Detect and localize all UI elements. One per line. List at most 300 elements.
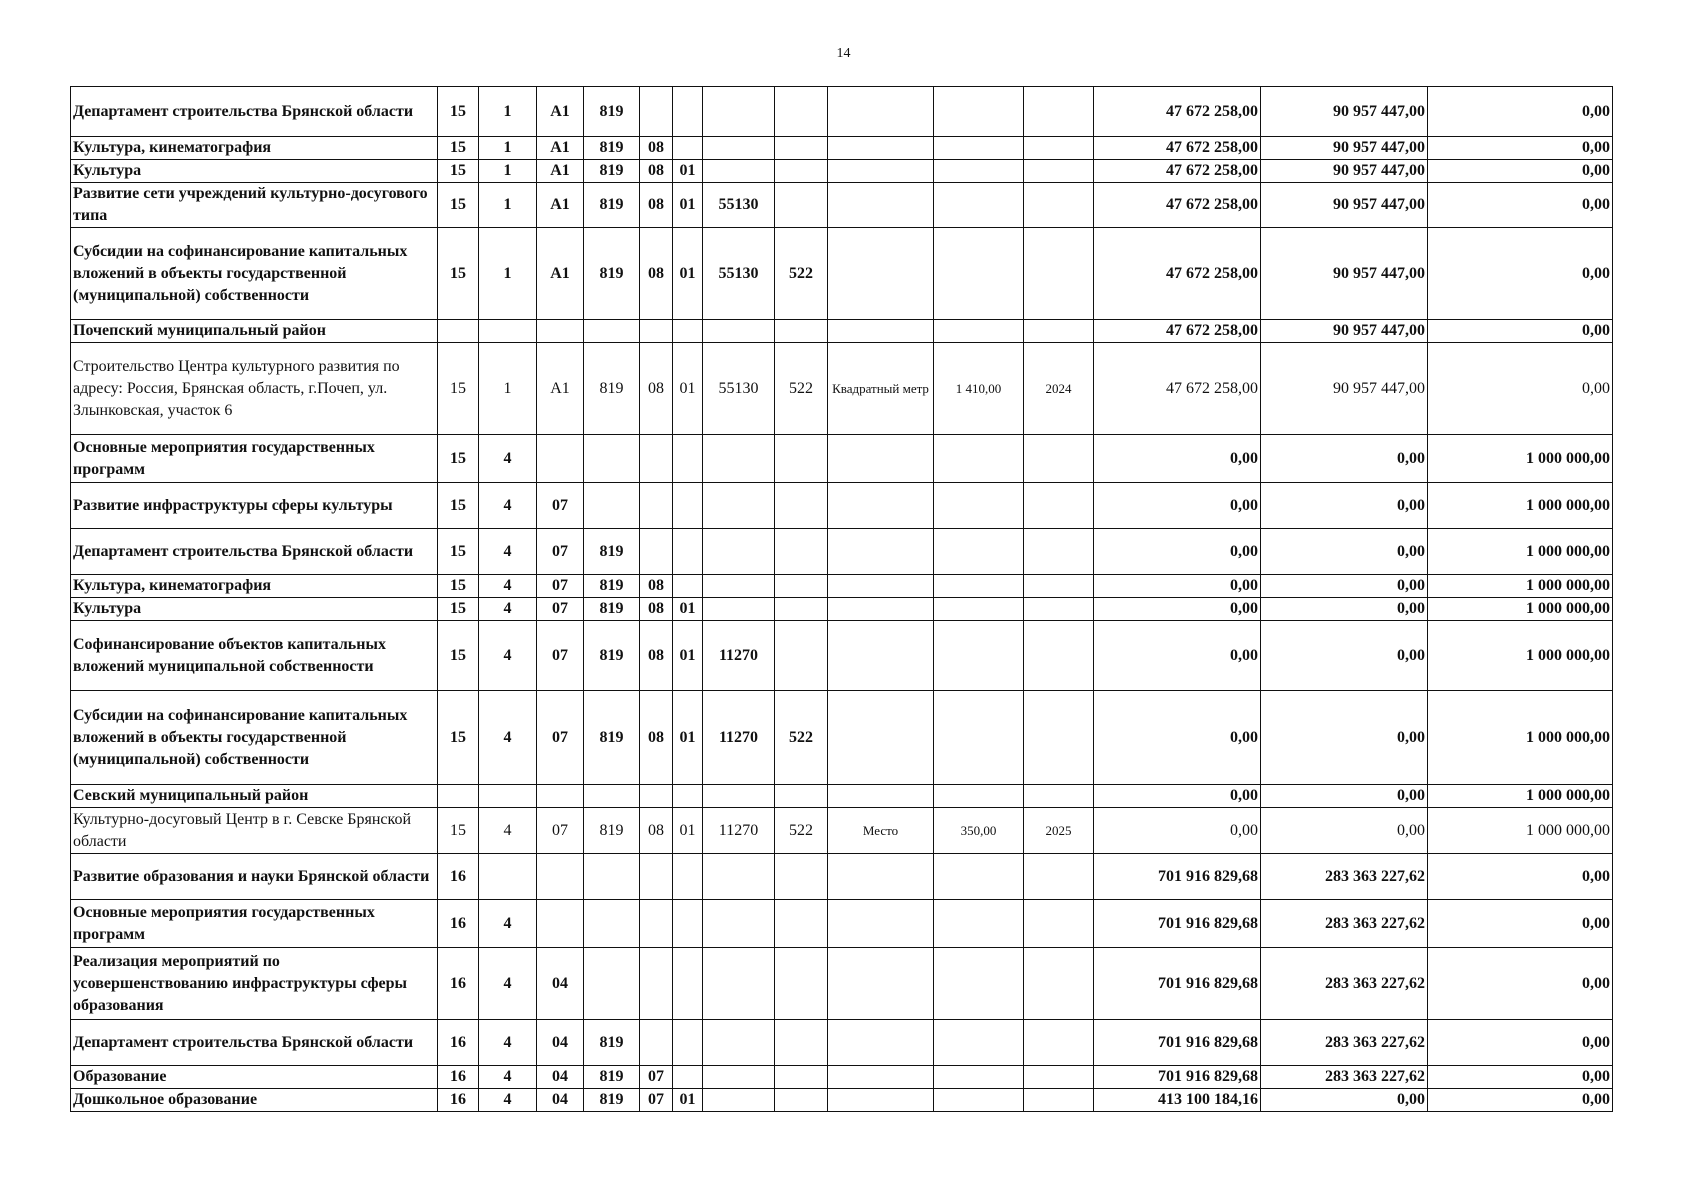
amount-3: 0,00 <box>1428 1066 1613 1089</box>
program-code: 15 <box>438 483 479 529</box>
target-code <box>703 320 775 343</box>
amount-3: 1 000 000,00 <box>1428 785 1613 808</box>
capacity-value <box>934 598 1024 621</box>
subprogram-code: 4 <box>479 435 537 483</box>
table-row <box>71 483 1613 529</box>
row-name: Департамент строительства Брянской области <box>71 529 438 575</box>
section-code: 08 <box>640 575 673 598</box>
admin-code: 819 <box>584 598 640 621</box>
commission-year <box>1024 785 1094 808</box>
amount-1: 0,00 <box>1094 808 1261 854</box>
capacity-value <box>934 183 1024 228</box>
target-code <box>703 854 775 900</box>
admin-code: 819 <box>584 87 640 137</box>
target-code: 55130 <box>703 183 775 228</box>
amount-2: 283 363 227,62 <box>1261 1066 1428 1089</box>
event-code: А1 <box>537 137 584 160</box>
admin-code <box>584 900 640 948</box>
event-code: А1 <box>537 228 584 320</box>
subsection-code <box>673 854 703 900</box>
row-name: Культурно-досуговый Центр в г. Севске Брянской области <box>71 808 438 854</box>
capacity-value <box>934 529 1024 575</box>
capacity-unit <box>828 691 934 785</box>
target-code <box>703 785 775 808</box>
admin-code: 819 <box>584 808 640 854</box>
target-code <box>703 137 775 160</box>
capacity-value <box>934 435 1024 483</box>
capacity-unit <box>828 1089 934 1112</box>
capacity-value <box>934 1089 1024 1112</box>
target-code <box>703 900 775 948</box>
target-code <box>703 598 775 621</box>
subsection-code <box>673 435 703 483</box>
program-code: 15 <box>438 691 479 785</box>
amount-2: 0,00 <box>1261 691 1428 785</box>
target-code <box>703 87 775 137</box>
event-code <box>537 854 584 900</box>
capacity-unit <box>828 785 934 808</box>
amount-1: 0,00 <box>1094 483 1261 529</box>
commission-year <box>1024 621 1094 691</box>
amount-3: 0,00 <box>1428 228 1613 320</box>
commission-year <box>1024 1089 1094 1112</box>
capacity-unit <box>828 1066 934 1089</box>
subsection-code: 01 <box>673 183 703 228</box>
expense-type-code <box>775 320 828 343</box>
table-row <box>71 900 1613 948</box>
capacity-unit: Место <box>828 808 934 854</box>
amount-2: 90 957 447,00 <box>1261 320 1428 343</box>
amount-3: 0,00 <box>1428 87 1613 137</box>
subsection-code: 01 <box>673 343 703 435</box>
admin-code: 819 <box>584 691 640 785</box>
subprogram-code: 4 <box>479 1020 537 1066</box>
event-code <box>537 320 584 343</box>
expense-type-code <box>775 948 828 1020</box>
amount-1: 0,00 <box>1094 785 1261 808</box>
event-code: 04 <box>537 1020 584 1066</box>
expense-type-code: 522 <box>775 691 828 785</box>
capacity-value <box>934 483 1024 529</box>
capacity-value <box>934 621 1024 691</box>
row-name: Основные мероприятия государственных программ <box>71 900 438 948</box>
admin-code <box>584 785 640 808</box>
event-code: 04 <box>537 1089 584 1112</box>
budget-table <box>70 86 1613 1112</box>
section-code <box>640 87 673 137</box>
capacity-unit <box>828 183 934 228</box>
event-code: 07 <box>537 691 584 785</box>
amount-1: 701 916 829,68 <box>1094 948 1261 1020</box>
amount-2: 90 957 447,00 <box>1261 160 1428 183</box>
target-code <box>703 1066 775 1089</box>
row-name: Субсидии на софинансирование капитальных вложений в объекты государственной (муниципальной) собственности <box>71 691 438 785</box>
section-code: 08 <box>640 183 673 228</box>
event-code: 07 <box>537 483 584 529</box>
row-name: Культура <box>71 160 438 183</box>
subprogram-code: 4 <box>479 1089 537 1112</box>
table-row <box>71 854 1613 900</box>
row-name: Культура, кинематография <box>71 137 438 160</box>
event-code: 07 <box>537 529 584 575</box>
row-name: Образование <box>71 1066 438 1089</box>
event-code: А1 <box>537 160 584 183</box>
capacity-value <box>934 137 1024 160</box>
subsection-code <box>673 900 703 948</box>
subsection-code <box>673 575 703 598</box>
capacity-value <box>934 1066 1024 1089</box>
table-row <box>71 160 1613 183</box>
capacity-unit <box>828 435 934 483</box>
program-code: 16 <box>438 1066 479 1089</box>
section-code <box>640 785 673 808</box>
event-code: 07 <box>537 621 584 691</box>
program-code <box>438 320 479 343</box>
subprogram-code: 1 <box>479 343 537 435</box>
table-row <box>71 1020 1613 1066</box>
row-name: Севский муниципальный район <box>71 785 438 808</box>
amount-1: 0,00 <box>1094 575 1261 598</box>
subsection-code <box>673 320 703 343</box>
event-code: А1 <box>537 183 584 228</box>
commission-year <box>1024 948 1094 1020</box>
expense-type-code <box>775 137 828 160</box>
commission-year <box>1024 1066 1094 1089</box>
row-name: Развитие инфраструктуры сферы культуры <box>71 483 438 529</box>
subprogram-code: 4 <box>479 598 537 621</box>
capacity-unit <box>828 900 934 948</box>
row-name: Культура <box>71 598 438 621</box>
capacity-unit <box>828 948 934 1020</box>
commission-year <box>1024 435 1094 483</box>
target-code <box>703 160 775 183</box>
subsection-code: 01 <box>673 621 703 691</box>
commission-year <box>1024 137 1094 160</box>
commission-year: 2024 <box>1024 343 1094 435</box>
amount-2: 0,00 <box>1261 808 1428 854</box>
program-code <box>438 785 479 808</box>
section-code: 08 <box>640 691 673 785</box>
row-name: Софинансирование объектов капитальных вложений муниципальной собственности <box>71 621 438 691</box>
admin-code: 819 <box>584 621 640 691</box>
capacity-value <box>934 87 1024 137</box>
capacity-value <box>934 900 1024 948</box>
admin-code: 819 <box>584 529 640 575</box>
amount-3: 0,00 <box>1428 160 1613 183</box>
event-code: 07 <box>537 575 584 598</box>
row-name: Развитие образования и науки Брянской области <box>71 854 438 900</box>
section-code <box>640 854 673 900</box>
subsection-code: 01 <box>673 808 703 854</box>
event-code: 07 <box>537 808 584 854</box>
admin-code <box>584 435 640 483</box>
subprogram-code: 4 <box>479 1066 537 1089</box>
event-code <box>537 900 584 948</box>
target-code: 11270 <box>703 621 775 691</box>
amount-1: 47 672 258,00 <box>1094 343 1261 435</box>
section-code: 08 <box>640 137 673 160</box>
table-row <box>71 1066 1613 1089</box>
amount-3: 0,00 <box>1428 854 1613 900</box>
table-row <box>71 785 1613 808</box>
amount-3: 0,00 <box>1428 948 1613 1020</box>
row-name: Субсидии на софинансирование капитальных вложений в объекты государственной (муниципальной) собственности <box>71 228 438 320</box>
amount-2: 283 363 227,62 <box>1261 854 1428 900</box>
capacity-value <box>934 854 1024 900</box>
amount-3: 1 000 000,00 <box>1428 621 1613 691</box>
capacity-unit <box>828 854 934 900</box>
subsection-code <box>673 529 703 575</box>
table-row <box>71 320 1613 343</box>
commission-year <box>1024 483 1094 529</box>
subprogram-code: 4 <box>479 691 537 785</box>
admin-code: 819 <box>584 1089 640 1112</box>
amount-3: 0,00 <box>1428 320 1613 343</box>
table-row <box>71 435 1613 483</box>
amount-3: 0,00 <box>1428 183 1613 228</box>
capacity-unit <box>828 598 934 621</box>
capacity-value <box>934 785 1024 808</box>
admin-code: 819 <box>584 228 640 320</box>
subprogram-code: 1 <box>479 183 537 228</box>
amount-3: 0,00 <box>1428 137 1613 160</box>
capacity-value: 1 410,00 <box>934 343 1024 435</box>
amount-2: 0,00 <box>1261 1089 1428 1112</box>
admin-code: 819 <box>584 575 640 598</box>
program-code: 15 <box>438 137 479 160</box>
capacity-unit <box>828 87 934 137</box>
subprogram-code: 4 <box>479 529 537 575</box>
capacity-unit: Квадратный метр <box>828 343 934 435</box>
amount-3: 0,00 <box>1428 343 1613 435</box>
amount-2: 0,00 <box>1261 575 1428 598</box>
subsection-code: 01 <box>673 598 703 621</box>
table-row <box>71 343 1613 435</box>
section-code <box>640 1020 673 1066</box>
amount-2: 90 957 447,00 <box>1261 228 1428 320</box>
amount-1: 47 672 258,00 <box>1094 228 1261 320</box>
program-code: 15 <box>438 228 479 320</box>
expense-type-code <box>775 854 828 900</box>
amount-3: 0,00 <box>1428 900 1613 948</box>
target-code <box>703 948 775 1020</box>
amount-1: 701 916 829,68 <box>1094 1020 1261 1066</box>
subprogram-code: 4 <box>479 808 537 854</box>
expense-type-code <box>775 483 828 529</box>
subsection-code: 01 <box>673 1089 703 1112</box>
amount-2: 90 957 447,00 <box>1261 137 1428 160</box>
amount-1: 47 672 258,00 <box>1094 137 1261 160</box>
event-code: А1 <box>537 87 584 137</box>
row-name: Реализация мероприятий по усовершенствованию инфраструктуры сферы образования <box>71 948 438 1020</box>
target-code <box>703 575 775 598</box>
amount-1: 47 672 258,00 <box>1094 87 1261 137</box>
amount-2: 283 363 227,62 <box>1261 948 1428 1020</box>
commission-year <box>1024 183 1094 228</box>
amount-1: 0,00 <box>1094 598 1261 621</box>
commission-year <box>1024 228 1094 320</box>
expense-type-code <box>775 1066 828 1089</box>
commission-year <box>1024 87 1094 137</box>
commission-year <box>1024 598 1094 621</box>
section-code: 08 <box>640 160 673 183</box>
amount-3: 1 000 000,00 <box>1428 529 1613 575</box>
table-row <box>71 529 1613 575</box>
subsection-code <box>673 483 703 529</box>
event-code <box>537 435 584 483</box>
section-code: 07 <box>640 1066 673 1089</box>
capacity-value <box>934 948 1024 1020</box>
table-row <box>71 228 1613 320</box>
expense-type-code: 522 <box>775 228 828 320</box>
expense-type-code <box>775 87 828 137</box>
subprogram-code: 4 <box>479 575 537 598</box>
amount-1: 0,00 <box>1094 435 1261 483</box>
amount-1: 47 672 258,00 <box>1094 183 1261 228</box>
program-code: 16 <box>438 948 479 1020</box>
section-code: 08 <box>640 343 673 435</box>
program-code: 15 <box>438 183 479 228</box>
amount-2: 0,00 <box>1261 435 1428 483</box>
table-row <box>71 183 1613 228</box>
target-code: 55130 <box>703 228 775 320</box>
expense-type-code <box>775 575 828 598</box>
amount-3: 1 000 000,00 <box>1428 435 1613 483</box>
event-code: 04 <box>537 1066 584 1089</box>
row-name: Основные мероприятия государственных программ <box>71 435 438 483</box>
commission-year <box>1024 160 1094 183</box>
page-number: 14 <box>836 46 851 61</box>
subprogram-code: 4 <box>479 483 537 529</box>
section-code <box>640 483 673 529</box>
amount-3: 1 000 000,00 <box>1428 808 1613 854</box>
row-name: Развитие сети учреждений культурно-досугового типа <box>71 183 438 228</box>
program-code: 16 <box>438 1020 479 1066</box>
amount-2: 0,00 <box>1261 621 1428 691</box>
amount-1: 701 916 829,68 <box>1094 900 1261 948</box>
target-code: 11270 <box>703 691 775 785</box>
program-code: 15 <box>438 621 479 691</box>
table-row <box>71 621 1613 691</box>
admin-code: 819 <box>584 1020 640 1066</box>
subsection-code: 01 <box>673 160 703 183</box>
amount-1: 701 916 829,68 <box>1094 854 1261 900</box>
expense-type-code <box>775 621 828 691</box>
amount-1: 0,00 <box>1094 529 1261 575</box>
section-code: 08 <box>640 228 673 320</box>
row-name: Культура, кинематография <box>71 575 438 598</box>
capacity-unit <box>828 137 934 160</box>
amount-1: 701 916 829,68 <box>1094 1066 1261 1089</box>
amount-3: 1 000 000,00 <box>1428 598 1613 621</box>
target-code <box>703 483 775 529</box>
expense-type-code <box>775 1020 828 1066</box>
admin-code: 819 <box>584 183 640 228</box>
event-code: А1 <box>537 343 584 435</box>
program-code: 16 <box>438 900 479 948</box>
amount-2: 283 363 227,62 <box>1261 900 1428 948</box>
admin-code: 819 <box>584 160 640 183</box>
capacity-unit <box>828 483 934 529</box>
section-code: 07 <box>640 1089 673 1112</box>
subsection-code <box>673 1066 703 1089</box>
event-code: 04 <box>537 948 584 1020</box>
amount-2: 0,00 <box>1261 785 1428 808</box>
amount-2: 0,00 <box>1261 529 1428 575</box>
expense-type-code <box>775 598 828 621</box>
capacity-unit <box>828 529 934 575</box>
subsection-code <box>673 1020 703 1066</box>
amount-2: 90 957 447,00 <box>1261 343 1428 435</box>
event-code <box>537 785 584 808</box>
subprogram-code <box>479 785 537 808</box>
subprogram-code: 1 <box>479 137 537 160</box>
subsection-code <box>673 137 703 160</box>
section-code <box>640 948 673 1020</box>
row-name: Департамент строительства Брянской области <box>71 1020 438 1066</box>
program-code: 15 <box>438 160 479 183</box>
capacity-unit <box>828 1020 934 1066</box>
row-name: Строительство Центра культурного развития по адресу: Россия, Брянская область, г.Почеп, ул. Злынковская, участок 6 <box>71 343 438 435</box>
section-code: 08 <box>640 808 673 854</box>
commission-year <box>1024 529 1094 575</box>
row-name: Департамент строительства Брянской области <box>71 87 438 137</box>
capacity-unit <box>828 320 934 343</box>
subprogram-code: 1 <box>479 160 537 183</box>
section-code <box>640 435 673 483</box>
amount-2: 90 957 447,00 <box>1261 87 1428 137</box>
expense-type-code <box>775 785 828 808</box>
table-row <box>71 948 1613 1020</box>
section-code: 08 <box>640 598 673 621</box>
row-name: Дошкольное образование <box>71 1089 438 1112</box>
commission-year <box>1024 1020 1094 1066</box>
section-code <box>640 900 673 948</box>
admin-code: 819 <box>584 1066 640 1089</box>
program-code: 15 <box>438 529 479 575</box>
admin-code: 819 <box>584 343 640 435</box>
program-code: 15 <box>438 87 479 137</box>
capacity-unit <box>828 228 934 320</box>
capacity-value <box>934 160 1024 183</box>
commission-year: 2025 <box>1024 808 1094 854</box>
program-code: 15 <box>438 575 479 598</box>
amount-2: 0,00 <box>1261 598 1428 621</box>
amount-1: 47 672 258,00 <box>1094 320 1261 343</box>
target-code: 11270 <box>703 808 775 854</box>
admin-code <box>584 483 640 529</box>
capacity-value <box>934 691 1024 785</box>
capacity-value <box>934 320 1024 343</box>
capacity-unit <box>828 575 934 598</box>
target-code <box>703 529 775 575</box>
table-row <box>71 575 1613 598</box>
admin-code <box>584 320 640 343</box>
subprogram-code: 4 <box>479 621 537 691</box>
commission-year <box>1024 575 1094 598</box>
section-code <box>640 529 673 575</box>
expense-type-code: 522 <box>775 343 828 435</box>
commission-year <box>1024 900 1094 948</box>
amount-2: 283 363 227,62 <box>1261 1020 1428 1066</box>
amount-1: 0,00 <box>1094 621 1261 691</box>
table-row <box>71 137 1613 160</box>
commission-year <box>1024 854 1094 900</box>
capacity-unit <box>828 160 934 183</box>
subprogram-code: 4 <box>479 900 537 948</box>
subsection-code: 01 <box>673 228 703 320</box>
capacity-value <box>934 575 1024 598</box>
